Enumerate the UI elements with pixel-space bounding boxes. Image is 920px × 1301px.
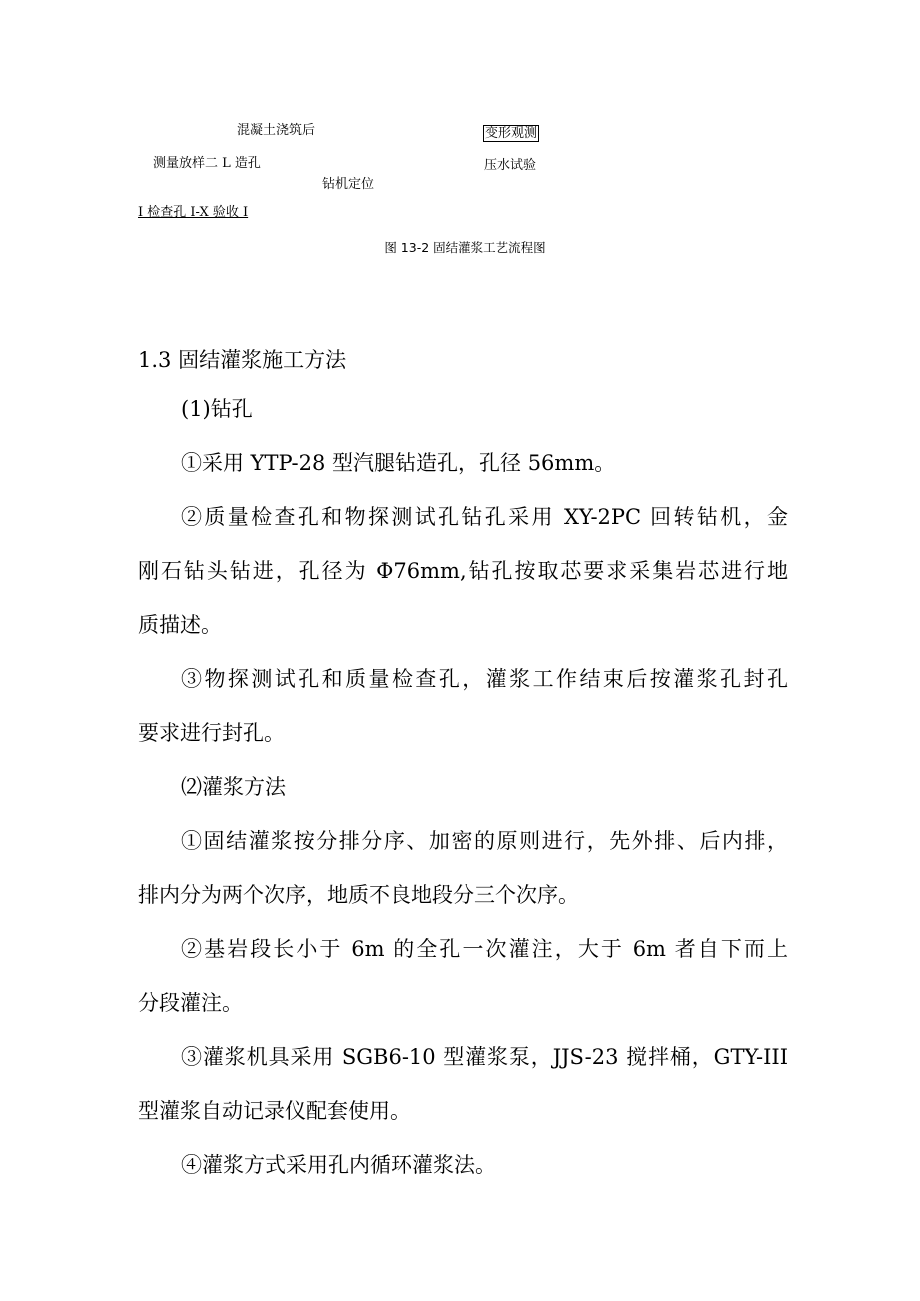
flow-label-deformation-observation: 变形观测 bbox=[485, 126, 538, 141]
figure-caption: 图 13-2 固结灌浆工艺流程图 bbox=[384, 240, 546, 255]
subheading-grouting-method: ⑵灌浆方法 bbox=[181, 775, 286, 799]
paragraph-1: ①采用 YTP-28 型汽腿钻造孔，孔径 56mm。 bbox=[181, 451, 616, 475]
flow-label-drill-position: 钻机定位 bbox=[322, 177, 375, 192]
paragraph-2-line-2: 刚石钻头钻进，孔径为 Φ76mm,钻孔按取芯要求采集岩芯进行地 bbox=[138, 559, 788, 583]
subheading-drilling: (1)钻孔 bbox=[181, 397, 253, 421]
paragraph-2-line-3: 质描述。 bbox=[138, 613, 222, 637]
paragraph-4-line-1: ①固结灌浆按分排分序、加密的原则进行，先外排、后内排， bbox=[181, 829, 788, 853]
flow-box-deformation-observation bbox=[483, 126, 539, 142]
flow-label-survey-layout: 测量放样二 L 造孔 bbox=[153, 156, 261, 171]
paragraph-7: ④灌浆方式采用孔内循环灌浆法。 bbox=[181, 1153, 496, 1177]
section-heading: 1.3 固结灌浆施工方法 bbox=[138, 348, 347, 372]
flow-label-concrete-after: 混凝土浇筑后 bbox=[237, 123, 316, 138]
paragraph-3-line-2: 要求进行封孔。 bbox=[138, 721, 285, 745]
paragraph-3-line-1: ③物探测试孔和质量检查孔，灌浆工作结束后按灌浆孔封孔 bbox=[181, 667, 788, 691]
paragraph-6-line-1: ③灌浆机具采用 SGB6-10 型灌浆泵，JJS-23 搅拌桶，GTY-III bbox=[181, 1045, 788, 1069]
paragraph-6-line-2: 型灌浆自动记录仪配套使用。 bbox=[138, 1099, 411, 1123]
paragraph-4-line-2: 排内分为两个次序，地质不良地段分三个次序。 bbox=[138, 883, 579, 907]
paragraph-2-line-1: ②质量检查孔和物探测试孔钻孔采用 XY-2PC 回转钻机，金 bbox=[181, 505, 788, 529]
flow-label-water-test: 压水试验 bbox=[484, 158, 537, 173]
paragraph-5-line-1: ②基岩段长小于 6m 的全孔一次灌注，大于 6m 者自下而上 bbox=[181, 937, 788, 961]
flow-label-inspect-accept: I 检查孔 I-X 验收 I bbox=[138, 205, 249, 220]
paragraph-5-line-2: 分段灌注。 bbox=[138, 991, 243, 1015]
body-text bbox=[138, 382, 788, 1192]
